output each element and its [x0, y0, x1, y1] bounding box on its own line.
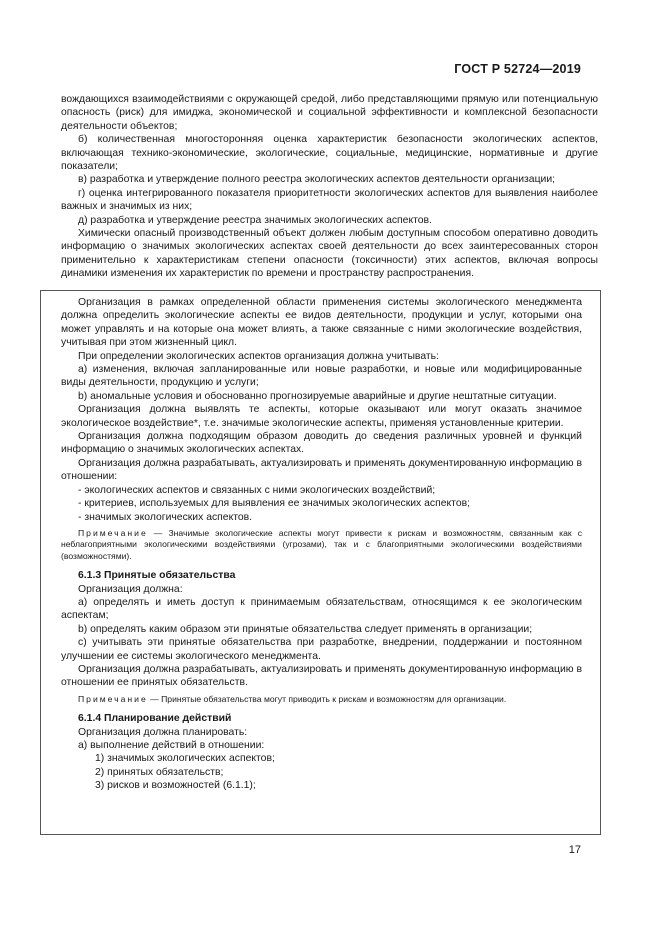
paragraph: вождающихся взаимодействиями с окружающей средой, либо представляющими прямую или потенциальную опасность (риск) для имиджа, экономической и социальной эффективности и комплексной безопасности деятельности объектов; [61, 94, 598, 132]
sub-list-item: 1) значимых экологических аспектов; [95, 753, 275, 765]
paragraph: Организация должна выявлять те аспекты, которые оказывают или могут оказать значимое экологическое воздействие*, т.е. значимые экологические аспекты, применяя установленные критерии. [61, 404, 582, 429]
note-text: — Принятые обязательства могут приводить к рискам и возможностям для организации. [147, 693, 507, 704]
paragraph: Организация должна подходящим образом доводить до сведения различных уровней и функций информацию о значимых экологических аспектах. [61, 431, 582, 456]
list-item: г) оценка интегрированного показателя приоритетности экологических аспектов для выявления наиболее важных и значимых из них; [61, 187, 598, 213]
intro-text [61, 93, 598, 281]
paragraph: Организация должна разрабатывать, актуализировать и применять документированную информацию в отношении: [61, 457, 582, 483]
list-item: в) разработка и утверждение полного реестра экологических аспектов деятельности организации; [78, 174, 556, 186]
sub-list-item: 3) рисков и возможностей (6.1.1); [95, 780, 256, 792]
list-item: - критериев, используемых для выявления ее значимых экологических аспектов; [78, 498, 471, 510]
list-item: а) определять и иметь доступ к принимаемым обязательствам, относящимся к ее экологическим аспектам; [61, 596, 582, 622]
list-item: b) аномальные условия и обоснованно прогнозируемые аварийные и другие нештатные ситуации. [78, 390, 557, 402]
list-item: а) выполнение действий в отношении: [78, 740, 265, 751]
paragraph: Организация должна: [78, 583, 183, 595]
section-heading: 6.1.3 Принятые обязательства [78, 570, 236, 582]
page-number: 17 [568, 844, 581, 856]
note [61, 694, 582, 705]
section-heading: 6.1.4 Планирование действий [78, 713, 232, 725]
paragraph: Химически опасный производственный объект должен любым доступным способом оперативно доводить информацию о значимых экологических аспектах своей деятельности до всех заинтересованных сторон применительно к характеристикам степени опасности (токсичности) этих аспектов, включая вопросы динамики изменения их характеристик по времени и пространству распространения. [61, 228, 598, 280]
list-item: с) учитывать эти принятые обязательства при разработке, внедрении, поддержании и постоянном улучшении ее системы экологического менеджмента. [61, 637, 582, 662]
list-item: д) разработка и утверждение реестра значимых экологических аспектов. [78, 214, 432, 226]
paragraph: Организация должна разрабатывать, актуализировать и применять документированную информацию в отношении ее принятых обязательств. [61, 663, 582, 689]
list-item: - значимых экологических аспектов. [78, 511, 253, 523]
document-id: ГОСТ Р 52724—2019 [454, 62, 581, 76]
note-label: Примечание [78, 693, 148, 704]
note-text: — Значимые экологические аспекты могут привести к рискам и возможностям, связанным как с неблагоприятными экологическими воздействиями (угрозами), так и с благоприятными экологическими воздействиями (возможностями). [61, 527, 582, 561]
list-item: b) определять каким образом эти принятые обязательства следует применять в организации; [78, 623, 533, 635]
note [61, 528, 582, 562]
paragraph: Организация в рамках определенной области применения системы экологического менеджмента должна определить экологические аспекты ее видов деятельности, продукции и услуг, которыми она может управлять и на которые она может влиять, а также связанные с ними экологические воздействия, учитывая при этом жизненный цикл. [61, 297, 582, 349]
list-item: - экологических аспектов и связанных с ними экологических воздействий; [78, 484, 436, 496]
paragraph: При определении экологических аспектов организация должна учитывать: [78, 350, 439, 362]
sub-list-item: 2) принятых обязательств; [95, 766, 224, 778]
list-item: б) количественная многосторонняя оценка характеристик безопасности экологических аспектов, включающая технико-экономические, экологические, социальные, медицинские, нормативные и другие показатели; [61, 134, 598, 173]
paragraph: Организация должна планировать: [78, 726, 248, 738]
list-item: а) изменения, включая запланированные или новые разработки, и новые или модифицированные виды деятельности, продукцию и услуги; [61, 364, 582, 389]
standard-quote-text [61, 296, 582, 793]
note-label: Примечание [78, 527, 148, 538]
